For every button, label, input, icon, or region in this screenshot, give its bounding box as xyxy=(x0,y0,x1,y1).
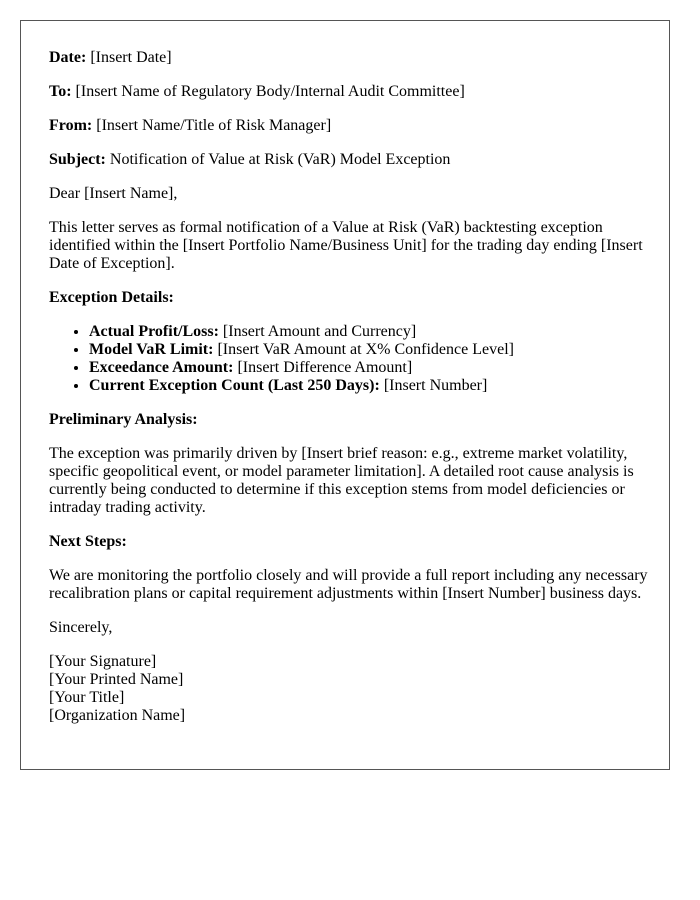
detail-label: Current Exception Count (Last 250 Days): xyxy=(89,377,380,394)
to-value: [Insert Name of Regulatory Body/Internal Audit Committee] xyxy=(75,83,465,100)
organization-line: [Organization Name] xyxy=(49,707,186,724)
date-value: [Insert Date] xyxy=(90,49,172,66)
date-line xyxy=(49,49,649,67)
detail-value: [Insert Number] xyxy=(383,377,488,394)
list-item xyxy=(89,359,649,377)
list-item xyxy=(89,377,649,395)
details-list xyxy=(49,323,649,395)
detail-label: Actual Profit/Loss: xyxy=(89,323,219,340)
next-steps-heading: Next Steps: xyxy=(49,533,127,550)
subject-line xyxy=(49,151,649,169)
from-label: From: xyxy=(49,117,93,134)
subject-value: Notification of Value at Risk (VaR) Model Exception xyxy=(109,151,451,168)
detail-value: [Insert VaR Amount at X% Confidence Level] xyxy=(217,341,514,358)
subject-label: Subject: xyxy=(49,151,106,168)
details-heading: Exception Details: xyxy=(49,289,174,306)
letter-document xyxy=(20,20,670,770)
signature-block xyxy=(49,653,649,725)
title-line: [Your Title] xyxy=(49,689,125,706)
signature-line: [Your Signature] xyxy=(49,653,157,670)
detail-value: [Insert Amount and Currency] xyxy=(222,323,417,340)
salutation: Dear [Insert Name], xyxy=(49,185,178,202)
from-value: [Insert Name/Title of Risk Manager] xyxy=(96,117,332,134)
detail-label: Exceedance Amount: xyxy=(89,359,234,376)
from-line xyxy=(49,117,649,135)
analysis-heading: Preliminary Analysis: xyxy=(49,411,198,428)
to-line xyxy=(49,83,649,101)
printed-name-line: [Your Printed Name] xyxy=(49,671,184,688)
closing: Sincerely, xyxy=(49,619,113,636)
list-item xyxy=(89,341,649,359)
detail-value: [Insert Difference Amount] xyxy=(237,359,413,376)
list-item xyxy=(89,323,649,341)
next-steps-paragraph: We are monitoring the portfolio closely and will provide a full report including any necessary recalibration plans or capital requirement adjustments within [Insert Number] business days. xyxy=(49,567,648,602)
intro-paragraph: This letter serves as formal notification of a Value at Risk (VaR) backtesting exception identified within the [Insert Portfolio Name/Business Unit] for the trading day ending [Insert Date of Exception]. xyxy=(49,219,643,272)
date-label: Date: xyxy=(49,49,87,66)
to-label: To: xyxy=(49,83,72,100)
detail-label: Model VaR Limit: xyxy=(89,341,214,358)
analysis-paragraph: The exception was primarily driven by [Insert brief reason: e.g., extreme market volatility, specific geopolitical event, or model parameter limitation]. A detailed root cause analysis is currently being conducted to determine if this exception stems from model deficiencies or intraday trading activity. xyxy=(49,445,634,516)
